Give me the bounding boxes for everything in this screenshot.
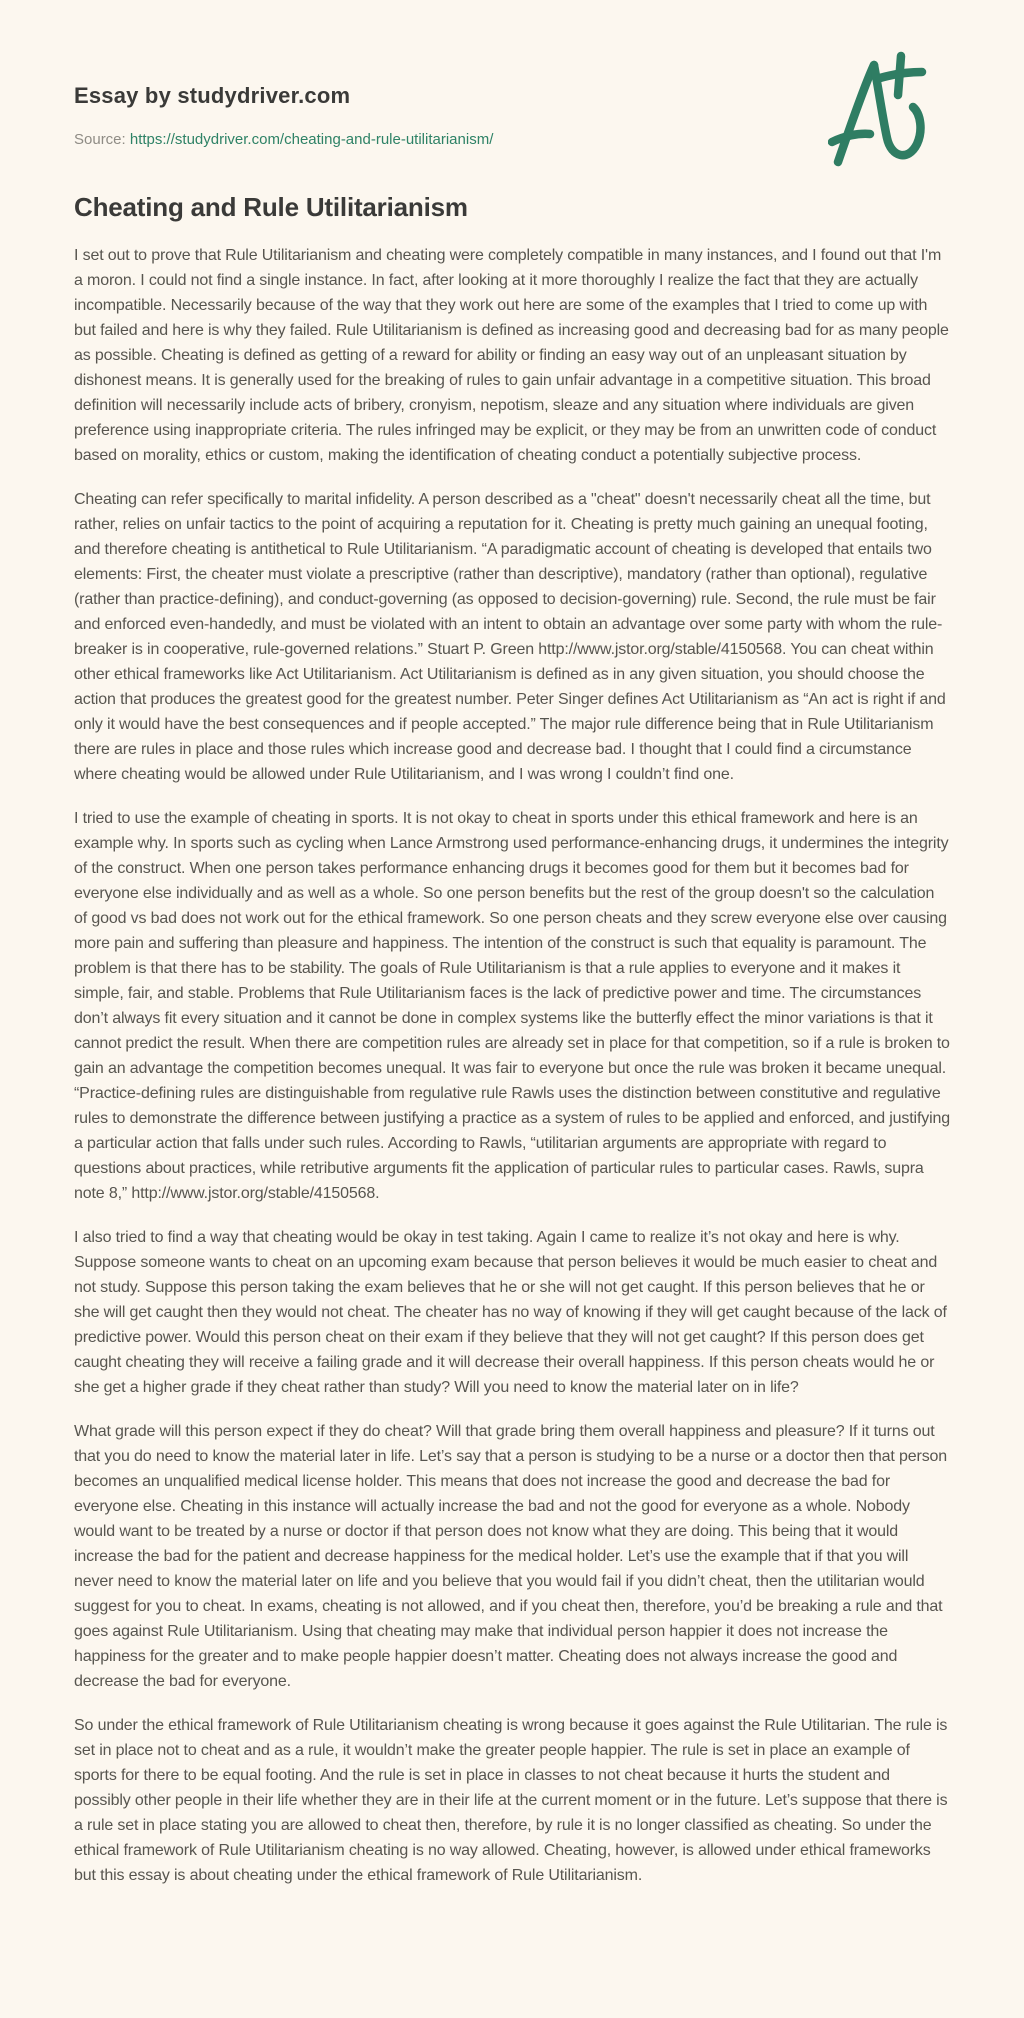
essay-paragraph: So under the ethical framework of Rule Utilitarianism cheating is wrong because it goes against the Rule Utilitarian. The rule is set in place not to cheat and as a rule, it wouldn’t make the greater people happier. The rule is set in place an example of sports for there to be equal footing. And the rule is set in place in classes to not cheat because it hurts the student and possibly other people in their life whether they are in their life at the current moment or in the future. Let’s suppose that there is a rule set in place stating you are allowed to cheat then, therefore, by rule it is no longer classified as cheating. So under the ethical framework of Rule Utilitarianism cheating is no way allowed. Cheating, however, is allowed under ethical frameworks but this essay is about cheating under the ethical framework of Rule Utilitarianism. — [74, 1717, 948, 1884]
page-header-title: Essay by studydriver.com — [74, 83, 351, 108]
essay-paragraph: I tried to use the example of cheating in sports. It is not okay to cheat in sports under this ethical framework and here is an example why. In sports such as cycling when Lance Armstrong used performance-enhancing drugs, it undermines the integrity of the construct. When one person takes performance enhancing drugs it becomes good for them but it becomes bad for everyone else individually and as well as a whole. So one person benefits but the rest of the group doesn't so the calculation of good vs bad does not work out for the ethical framework. So one person cheats and they screw everyone else over causing more pain and suffering than pleasure and happiness. The intention of the construct is such that equality is paramount. The problem is that there has to be stability. The goals of Rule Utilitarianism is that a rule applies to everyone and it makes it simple, fair, and stable. Problems that Rule Utilitarianism faces is the lack of predictive power and time. The circumstances don’t always fit every situation and it cannot be done in complex systems like the butterfly effect the minor variations is that it cannot predict the result. When there are competition rules are already set in place for that competition, so if a rule is broken to gain an advantage the competition becomes unequal. It was fair to everyone but once the rule was broken it became unequal. “Practice-defining rules are distinguishable from regulative rule Rawls uses the distinction between constitutive and regulative rules to demonstrate the difference between justifying a practice as a system of rules to be applied and enforced, and justifying a particular action that falls under such rules. According to Rawls, “utilitarian arguments are appropriate with regard to questions about practices, while retributive arguments fit the application of particular rules to particular cases. Rawls, supra note 8,” http://www.jstor.org/stable/4150568. — [74, 810, 950, 1202]
document-content — [74, 0, 950, 1907]
essay-paragraph: I also tried to find a way that cheating would be okay in test taking. Again I came to realize it’s not okay and here is why. Suppose someone wants to cheat on an upcoming exam because that person believes it would be much easier to cheat and not study. Suppose this person taking the exam believes that he or she will not get caught. If this person believes that he or she will get caught then they would not cheat. The cheater has no way of knowing if they will get caught because of the lack of predictive power. Would this person cheat on their exam if they believe that they will not get caught? If this person does get caught cheating they will receive a failing grade and it will decrease their overall happiness. If this person cheats would he or she get a higher grade if they cheat rather than study? Will you need to know the material later on in life? — [74, 1229, 947, 1396]
essay-title: Cheating and Rule Utilitarianism — [74, 192, 468, 222]
source-label: Source: — [74, 131, 130, 148]
essay-paragraph: I set out to prove that Rule Utilitarianism and cheating were completely compatible in many instances, and I found out that I'm a moron. I could not find a single instance. In fact, after looking at it more thoroughly I realize the fact that they are actually incompatible. Necessarily because of the way that they work out here are some of the examples that I tried to come up with but failed and here is why they failed. Rule Utilitarianism is defined as increasing good and decreasing bad for as many people as possible. Cheating is defined as getting of a reward for ability or finding an easy way out of an unpleasant situation by dishonest means. It is generally used for the breaking of rules to gain unfair advantage in a competitive situation. This broad definition will necessarily include acts of bribery, cronyism, nepotism, sleaze and any situation where individuals are given preference using inappropriate criteria. The rules infringed may be explicit, or they may be from an unwritten code of conduct based on morality, ethics or custom, making the identification of cheating conduct a potentially subjective process. — [74, 247, 949, 464]
essay-paragraph: Cheating can refer specifically to marital infidelity. A person described as a "cheat" doesn't necessarily cheat all the time, but rather, relies on unfair tactics to the point of acquiring a reputation for it. Cheating is pretty much gaining an unequal footing, and therefore cheating is antithetical to Rule Utilitarianism. “A paradigmatic account of cheating is developed that entails two elements: First, the cheater must violate a prescriptive (rather than descriptive), mandatory (rather than optional), regulative (rather than practice-defining), and conduct-governing (as opposed to decision-governing) rule. Second, the rule must be fair and enforced even-handedly, and must be violated with an intent to obtain an advantage over some party with whom the rule-breaker is in cooperative, rule-governed relations.” Stuart P. Green http://www.jstor.org/stable/4150568. You can cheat within other ethical frameworks like Act Utilitarianism. Act Utilitarianism is defined as in any given situation, you should choose the action that produces the greatest good for the greatest number. Peter Singer defines Act Utilitarianism as “An act is right if and only it would have the best consequences and if people accepted.” The major rule difference being that in Rule Utilitarianism there are rules in place and those rules which increase good and decrease bad. I thought that I could find a circumstance where cheating would be allowed under Rule Utilitarianism, and I was wrong I couldn’t find one. — [74, 491, 946, 783]
source-url-link[interactable]: https://studydriver.com/cheating-and-rule-utilitarianism/ — [129, 131, 494, 148]
essay-paragraph: What grade will this person expect if they do cheat? Will that grade bring them overall happiness and pleasure? If it turns out that you do need to know the material later in life. Let’s say that a person is studying to be a nurse or a doctor then that person becomes an unqualified medical license holder. This means that does not increase the good and decrease the bad for everyone else. Cheating in this instance will actually increase the bad and not the good for everyone as a whole. Nobody would want to be treated by a nurse or doctor if that person does not know what they are doing. This being that it would increase the bad for the patient and decrease happiness for the medical holder. Let’s use the example that if that you will never need to know the material later on life and you believe that you would fail if you didn’t cheat, then the utilitarian would suggest for you to cheat. In exams, cheating is not allowed, and if you cheat then, therefore, you’d be breaking a rule and that goes against Rule Utilitarianism. Using that cheating may make that individual person happier it does not increase the happiness for the greater and to make people happier doesn’t matter. Cheating does not always increase the good and decrease the bad for everyone. — [74, 1423, 948, 1690]
essay-body — [74, 243, 950, 1888]
source-line — [74, 131, 950, 148]
